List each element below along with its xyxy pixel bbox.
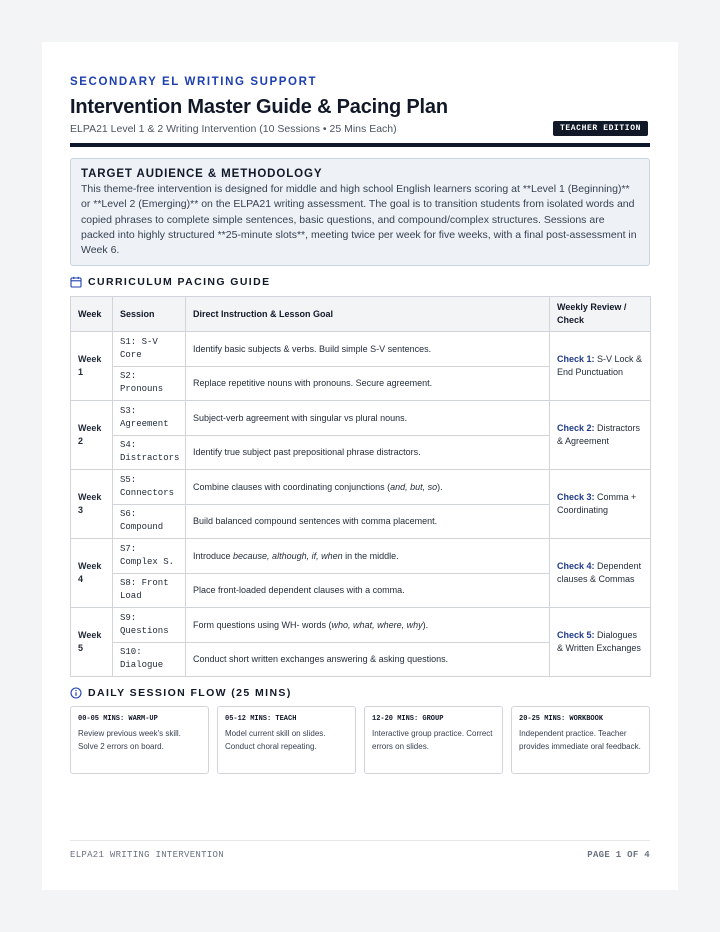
check-text: Dialogues & Written Exchanges — [557, 630, 641, 653]
check-text: Comma + Coordinating — [557, 492, 637, 515]
flow-section-heading — [70, 687, 292, 699]
goal-cell: Identify basic subjects & verbs. Build simple S-V sentences. — [186, 332, 550, 367]
flow-heading-label: DAILY SESSION FLOW (25 MINS) — [88, 687, 292, 699]
info-circle-icon — [70, 687, 82, 699]
session-cell: S4: Distractors — [113, 435, 186, 470]
table-header-row — [71, 297, 651, 332]
check-cell — [550, 332, 651, 401]
check-cell — [550, 539, 651, 608]
session-cell: S8: Front Load — [113, 573, 186, 608]
column-header: Weekly Review / Check — [550, 297, 651, 332]
document-kicker: SECONDARY EL WRITING SUPPORT — [70, 76, 318, 88]
check-label: Check 5: — [557, 630, 595, 640]
goal-cell: Identify true subject past prepositional phrase distractors. — [186, 435, 550, 470]
flow-card-title: 00-05 MINS: WARM-UP — [78, 715, 158, 723]
flow-card — [217, 706, 356, 774]
check-cell — [550, 470, 651, 539]
audience-callout — [70, 158, 650, 266]
check-text: Dependent clauses & Commas — [557, 561, 642, 584]
document-page — [42, 42, 678, 890]
page-subtitle: ELPA21 Level 1 & 2 Writing Intervention (10 Sessions • 25 Mins Each) — [70, 123, 397, 135]
goal-cell: Conduct short written exchanges answering & asking questions. — [186, 642, 550, 677]
session-cell: S5: Connectors — [113, 470, 186, 505]
calendar-icon — [70, 276, 82, 288]
goal-emphasis: and, but, so — [390, 481, 438, 492]
edition-badge: TEACHER EDITION — [553, 121, 648, 136]
pacing-table — [70, 296, 651, 677]
session-cell: S2: Pronouns — [113, 366, 186, 401]
page-title: Intervention Master Guide & Pacing Plan — [70, 96, 448, 118]
pacing-section-heading — [70, 276, 271, 288]
check-label: Check 1: — [557, 354, 595, 364]
goal-emphasis: who, what, where, why — [331, 619, 423, 630]
week-cell: Week 5 — [71, 608, 113, 677]
goal-cell: Build balanced compound sentences with comma placement. — [186, 504, 550, 539]
footer-rule — [70, 840, 650, 841]
check-label: Check 3: — [557, 492, 595, 502]
flow-card-title: 12-20 MINS: GROUP — [372, 715, 444, 723]
session-cell: S6: Compound — [113, 504, 186, 539]
goal-text: Introduce — [193, 550, 234, 561]
flow-card-body: Model current skill on slides. Conduct choral repeating. — [225, 729, 326, 751]
goal-text: Form questions using WH- words ( — [193, 619, 332, 630]
session-cell: S9: Questions — [113, 608, 186, 643]
column-header: Week — [71, 297, 113, 332]
goal-cell — [186, 539, 550, 574]
check-label: Check 4: — [557, 561, 595, 571]
goal-cell: Subject-verb agreement with singular vs plural nouns. — [186, 401, 550, 436]
table-row — [71, 470, 651, 505]
flow-card-title: 05-12 MINS: TEACH — [225, 715, 297, 723]
page-number: PAGE 1 OF 4 — [587, 850, 650, 860]
flow-card-title: 20-25 MINS: WORKBOOK — [519, 715, 604, 723]
check-cell — [550, 401, 651, 470]
goal-text: Combine clauses with coordinating conjunctions ( — [193, 481, 391, 492]
goal-text: in the middle. — [342, 550, 399, 561]
goal-cell: Place front-loaded dependent clauses with a comma. — [186, 573, 550, 608]
goal-cell: Replace repetitive nouns with pronouns. Secure agreement. — [186, 366, 550, 401]
goal-cell — [186, 470, 550, 505]
pacing-heading-label: CURRICULUM PACING GUIDE — [88, 276, 271, 288]
table-row — [71, 608, 651, 643]
week-cell: Week 2 — [71, 401, 113, 470]
flow-card-body: Independent practice. Teacher provides immediate oral feedback. — [519, 729, 641, 751]
goal-text: ). — [422, 619, 429, 630]
audience-heading: TARGET AUDIENCE & METHODOLOGY — [81, 168, 323, 180]
check-label: Check 2: — [557, 423, 595, 433]
table-row — [71, 539, 651, 574]
table-row — [71, 401, 651, 436]
footer-title: ELPA21 WRITING INTERVENTION — [70, 850, 224, 860]
table-row — [71, 332, 651, 367]
flow-card — [70, 706, 209, 774]
column-header: Direct Instruction & Lesson Goal — [186, 297, 550, 332]
check-cell — [550, 608, 651, 677]
flow-card — [511, 706, 650, 774]
flow-card-body: Interactive group practice. Correct errors on slides. — [372, 729, 493, 751]
week-cell: Week 1 — [71, 332, 113, 401]
column-header: Session — [113, 297, 186, 332]
goal-cell — [186, 608, 550, 643]
week-cell: Week 3 — [71, 470, 113, 539]
goal-text: ). — [437, 481, 443, 492]
session-cell: S1: S-V Core — [113, 332, 186, 367]
flow-card — [364, 706, 503, 774]
session-flow — [70, 706, 650, 774]
session-cell: S10: Dialogue — [113, 642, 186, 677]
check-text: Distractors & Agreement — [557, 423, 641, 446]
week-cell: Week 4 — [71, 539, 113, 608]
goal-emphasis: because, although, if, when — [233, 550, 343, 561]
flow-card-body: Review previous week's skill. Solve 2 errors on board. — [78, 729, 181, 751]
session-cell: S3: Agreement — [113, 401, 186, 436]
session-cell: S7: Complex S. — [113, 539, 186, 574]
header-rule — [70, 143, 650, 147]
check-text: S-V Lock & End Punctuation — [557, 354, 643, 377]
audience-body: This theme-free intervention is designed for middle and high school English learners scoring at **Level 1 (Beginning)** or **Level 2 (Emerging)** on the ELPA21 writing assessment. The goal is to transition students from isolated words and copied phrases to complete simple sentences, basic questions, and compound/complex structures. Sessions are packed into highly structured **25-minute slots**, meeting twice per week for five weeks, with a final post-assessment in Week 6. — [81, 183, 637, 257]
